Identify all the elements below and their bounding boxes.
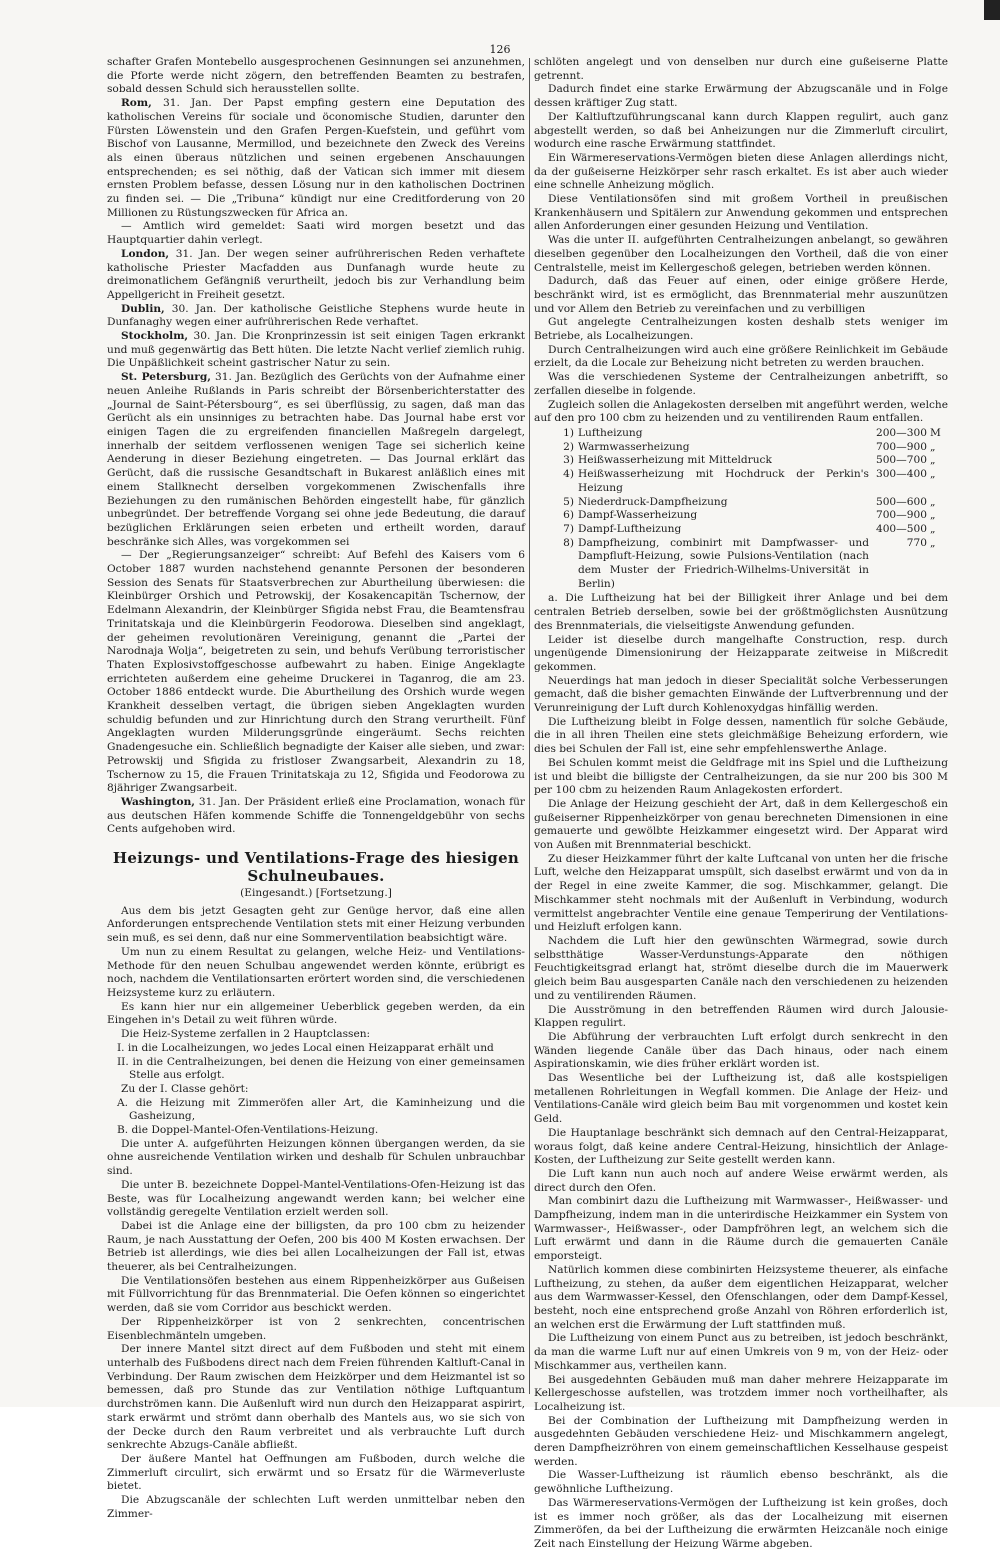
- paragraph-text: Die unter A. aufgeführten Heizungen können übergangen werden, da sie ohne ausreichende Ventilation wirken und deshalb für Schulen unbrauchbar sind.: [107, 1137, 525, 1178]
- paragraph: [534, 716, 948, 757]
- page-number: 126: [489, 43, 511, 56]
- paragraph-text: Die Anlage der Heizung geschieht der Art, daß in dem Kellergeschoß ein gußeiserner Rippenheizkörper von genau berechneten Dimensionen in eine gemauerte und gewölbte Heizkammer eingesetzt wird. Der Apparat wird von Außen mit Brennmaterial beschickt.: [534, 797, 948, 852]
- paragraph-text: Der innere Mantel sitzt direct auf dem Fußboden und steht mit einem unterhalb des Fußbodens direct nach dem Freien führenden Kaltluft-Canal in Verbindung. Der Raum zwischen dem Heizkörper und dem Heizmantel ist so bemessen, daß pro Stunde das zur Ventilation nöthige Luftquantum durchströmen kann. Die Außenluft wird nun durch den Heizapparat aspirirt, stark erwärmt und strömt dann oberhalb des Mantels aus, wo sie sich von der Decke durch den Raum verbreitet und als verbrauchte Luft durch senkrechte Abzugs-Canäle abfließt.: [107, 1343, 525, 1452]
- paragraph-text: Es kann hier nur ein allgemeiner Ueberblick gegeben werden, da ein Eingehen in's Detail zu weit führen würde.: [107, 1000, 525, 1027]
- paragraph-text: Die Ausströmung in den betreffenden Räumen wird durch Jalousie-Klappen regulirt.: [534, 1003, 948, 1030]
- paragraph-text: Dadurch, daß das Feuer auf einen, oder einige größere Herde, beschränkt wird, ist es ermöglicht, das Brennmaterial mehr auszunützen und vor Allem den Betrieb zu vereinfachen und zu verbilligen: [534, 275, 948, 315]
- table-row: [534, 441, 948, 455]
- scan-corner-mark: [984, 0, 1000, 20]
- paragraph: [534, 798, 948, 853]
- paragraph-text: Der äußere Mantel hat Oeffnungen am Fußboden, durch welche die Zimmerluft circulirt, sich erwärmt und so Ersatz für die Wärmeverluste bietet.: [107, 1452, 525, 1493]
- paragraph: [107, 1453, 525, 1494]
- paragraph: [107, 796, 525, 837]
- paragraph-text: 31. Jan. Bezüglich des Gerüchts von der Aufnahme einer neuen Anleihe Rußlands in Paris schreibt der Börsenberichterstatter des „Journal de Saint-Pétersbourg“, es sei überflüssig, zu sagen, daß man das Gerücht als ein unsinniges zu betrachten habe. Das Journal habe erst vor einigen Tagen die zu ergreifenden financiellen Maßregeln dargelegt, innerhalb der seitdem verflossenen wenigen Tage sei sicherlich keine Aenderung in dieser Beziehung eingetreten. — Das Journal erklärt das Gerücht, daß die russische Gesandtschaft in Bukarest anläßlich eines mit einem Stallknecht derselben vorgekommenen Zwischenfalls ihre Beziehungen zu den rumänischen Behörden eingestellt habe, für gänzlich unbegründet. Der betreffende Vorgang sei ohne jede Bedeutung, die darauf bezüglichen Erklärungen seien erbeten und ertheilt worden, darauf beschränke sich Alles, was vorgekommen sei: [107, 371, 525, 548]
- row-number: 2): [563, 440, 574, 453]
- paragraph-text: — Amtlich wird gemeldet: Saati wird morgen besetzt und das Hauptquartier dahin verlegt.: [107, 220, 525, 247]
- paragraph-text: Um nun zu einem Resultat zu gelangen, welche Heiz- und Ventilations-Methode für den neuen Schulbau angewendet werden könnte, erübrigt es noch, nachdem die Ventilationsarten erörtert worden sind, die verschiedenen Heizsysteme kurz zu erläutern.: [107, 945, 525, 999]
- system-name: Dampf-Luftheizung: [578, 522, 682, 535]
- system-name: Dampfheizung, combinirt mit Dampfwasser- und Dampfluft-Heizung, sowie Pulsions-Ventilation (nach dem Muster der Friedrich-Wilhelms-Universität in Berlin): [578, 536, 869, 590]
- paragraph-text: Dabei ist die Anlage eine der billigsten, da pro 100 cbm zu heizender Raum, je nach Ausstattung der Oefen, 200 bis 400 M Kosten erwachsen. Der Betrieb ist allerdings, wie dies bei allen Localheizungen der Fall ist, etwas theuerer, als bei Centralheizungen.: [107, 1219, 525, 1274]
- system-name: Heißwasserheizung mit Mitteldruck: [578, 454, 772, 467]
- paragraph: [107, 303, 525, 330]
- paragraph-text: a. Die Luftheizung hat bei der Billigkeit ihrer Anlage und bei dem centralen Betrieb derselben, sowie bei der größtmöglichsten Ausnützung des Brennmaterials, die vielseitigste Anwendung gefunden.: [534, 592, 948, 632]
- cost-range: 500—700: [875, 454, 927, 467]
- cost-range: 700—900: [875, 509, 927, 522]
- paragraph: [534, 1168, 948, 1195]
- paragraph-text: Was die verschiedenen Systeme der Centralheizungen anbetrifft, so zerfallen dieselbe in folgende.: [534, 371, 948, 397]
- paragraph: [534, 83, 948, 110]
- cost-unit: „: [930, 522, 936, 535]
- system-name: Warmwasserheizung: [578, 440, 690, 453]
- paragraph: [107, 220, 525, 247]
- paragraph-text: Aus dem bis jetzt Gesagten geht zur Genüge hervor, daß eine allen Anforderungen entsprechende Ventilation stets mit einer Heizung verbunden sein muß, es sei denn, daß nur eine Sommerventilation beabsichtigt wäre.: [107, 904, 525, 945]
- paragraph-text: Die Luftheizung bleibt in Folge dessen, namentlich für solche Gebäude, die in all ihren Theilen eine stets gleichmäßige Beheizung erfordern, wie dies bei Schulen der Fall ist, eine sehr empfehlenswerthe Anlage.: [534, 715, 948, 756]
- paragraph: [534, 399, 948, 426]
- cost-unit: „: [930, 454, 936, 467]
- cost-range: 400—500: [875, 522, 927, 535]
- section-subheading: (Eingesandt.) [Fortsetzung.]: [240, 887, 392, 900]
- paragraph: [534, 1332, 948, 1373]
- paragraph: [107, 549, 525, 796]
- section-heading: Heizungs- und Ventilations-Frage des hiesigen Schulneubaues.: [112, 849, 520, 886]
- paragraph-text: Zugleich sollen die Anlagekosten derselben mit angeführt werden, welche auf den pro 100 cbm zu heizenden und zu ventilirenden Raum entfallen.: [534, 398, 948, 425]
- paragraph: [107, 97, 525, 220]
- paragraph: [107, 1056, 525, 1083]
- dateline: Stockholm,: [121, 330, 189, 343]
- paragraph: [107, 1001, 525, 1028]
- paragraph: [534, 1374, 948, 1415]
- paragraph-text: Leider ist dieselbe durch mangelhafte Construction, resp. durch ungenügende Dimensionirung der Heizapparate zeitweise in Mißcredit gekommen.: [534, 633, 948, 673]
- paragraph-text: Durch Centralheizungen wird auch eine größere Reinlichkeit im Gebäude erzielt, da die Locale zur Beheizung nicht betreten zu werden brauchen.: [534, 343, 948, 370]
- dateline: Washington,: [121, 795, 195, 808]
- paragraph: [107, 1028, 525, 1042]
- table-row: [534, 468, 948, 495]
- paragraph-text: Man combinirt dazu die Luftheizung mit Warmwasser-, Heißwasser- und Dampfheizung, indem man in die unterirdische Heizkammer ein System von Warmwasser-, Heißwasser-, oder Dampfröhren legt, an welchem sich die Luft erwärmt und dann in die Räume durch die gemauerten Canäle emporsteigt.: [534, 1195, 948, 1263]
- paragraph: [107, 1124, 525, 1138]
- paragraph: [534, 1072, 948, 1127]
- cost-unit: M: [930, 426, 941, 439]
- news-dispatches: [107, 56, 525, 837]
- paragraph-text: Dadurch findet eine starke Erwärmung der Abzugscanäle und in Folge dessen kräftiger Zug statt.: [534, 83, 948, 110]
- paragraph: [107, 1220, 525, 1275]
- paragraph: [534, 1469, 948, 1496]
- paragraph-text: Bei ausgedehnten Gebäuden muß man daher mehrere Heizapparate im Kellergeschosse aufstellen, was trotzdem immer noch vortheilhafter, als Localheizung ist.: [534, 1373, 948, 1413]
- paragraph-text: Gut angelegte Centralheizungen kosten deshalb stets weniger im Betriebe, als Localheizungen.: [534, 316, 948, 343]
- paragraph: [534, 234, 948, 275]
- paragraph-text: Natürlich kommen diese combinirten Heizsysteme theuerer, als einfache Luftheizung, zu stehen, da außer dem eigentlichen Heizapparat, welcher aus dem Warmwasser-Kessel, den Ofenschlangen, oder dem Dampf-Kessel, besteht, noch eine entsprechend große Anzahl von Röhren erforderlich ist, an welchen erst die Erwärmung der Luft stattfinden muß.: [534, 1263, 948, 1331]
- paragraph: [534, 1497, 948, 1552]
- paragraph-text: Die Abführung der verbrauchten Luft erfolgt durch senkrecht in den Wänden liegende Canäle über das Dach hinaus, oder nach einem Aspirationskamin, wie dies früher erklärt worden ist.: [534, 1030, 948, 1071]
- paragraph-text: Zu der I. Classe gehört:: [121, 1082, 249, 1095]
- paragraph: [534, 56, 948, 83]
- paragraph: [534, 344, 948, 371]
- paragraph: [534, 634, 948, 675]
- cost-range: 770: [906, 536, 927, 549]
- cost-unit: „: [930, 468, 936, 481]
- table-row: [534, 523, 948, 537]
- paragraph-text: Die Luftheizung von einem Punct aus zu betreiben, ist jedoch beschränkt, da man die warme Luft nur auf einen Umkreis von 9 m, von der Heiz- oder Mischkammer aus, vertheilen kann.: [534, 1332, 948, 1372]
- paragraph: [534, 675, 948, 716]
- paragraph-text: A. die Heizung mit Zimmeröfen aller Art, die Kaminheizung und die Gasheizung,: [117, 1096, 525, 1123]
- paragraph-text: Die Heiz-Systeme zerfallen in 2 Hauptclassen:: [121, 1028, 371, 1041]
- heating-cost-table: [534, 427, 948, 591]
- paragraph-text: Was die unter II. aufgeführten Centralheizungen anbelangt, so gewähren dieselben gegenüber den Localheizungen den Vortheil, daß die von einer Centralstelle, meist im Kellergeschoß gelegen, betrieben werden können.: [534, 234, 948, 274]
- paragraph: [107, 1343, 525, 1453]
- paragraph: [534, 1004, 948, 1031]
- paragraph: [534, 193, 948, 234]
- paragraph: [534, 1127, 948, 1168]
- row-number: 3): [563, 454, 574, 467]
- paragraph: [534, 1195, 948, 1264]
- paragraph: [534, 1264, 948, 1333]
- system-name: Niederdruck-Dampfheizung: [578, 495, 728, 508]
- paragraph-text: B. die Doppel-Mantel-Ofen-Ventilations-Heizung.: [117, 1124, 379, 1137]
- paragraph: [107, 1316, 525, 1343]
- cost-range: 200—300: [875, 426, 927, 439]
- paragraph: [107, 330, 525, 371]
- paragraph-text: Die Wasser-Luftheizung ist räumlich ebenso beschränkt, als die gewöhnliche Luftheizung.: [534, 1469, 948, 1496]
- paragraph: [107, 1097, 525, 1124]
- paragraph-text: Zu dieser Heizkammer führt der kalte Luftcanal von unten her die frische Luft, welche den Heizapparat umspült, sich daselbst erwärmt und von da in der Regel in eine zweite Kammer, die sog. Mischkammer, gelangt. Die Mischkammer steht nochmals mit der Außenluft in Verbindung, wodurch vermittelst angebrachter Ventile eine genaue Temperirung der Ventilations- und Heizluft erfolgen kann.: [534, 852, 948, 934]
- row-number: 5): [563, 495, 574, 508]
- row-number: 1): [563, 426, 574, 439]
- table-row: [534, 496, 948, 510]
- column-divider: [529, 58, 530, 1394]
- table-row: [534, 454, 948, 468]
- paragraph-text: Das Wärmereservations-Vermögen der Luftheizung ist kein großes, doch ist es immer noch größer, als das der Localheizung mit eisernen Zimmeröfen, da bei der Luftheizung die erwärmten Heizcanäle noch einige Zeit nach Einstellung der Heizung Wärme abgeben.: [534, 1496, 948, 1550]
- paragraph-text: schlöten angelegt und von denselben nur durch eine gußeiserne Platte getrennt.: [534, 56, 948, 82]
- dateline: London,: [121, 247, 170, 260]
- paragraph-text: Die Abzugscanäle der schlechten Luft werden unmittelbar neben den Zimmer-: [107, 1494, 525, 1520]
- paragraph: [534, 275, 948, 316]
- cost-range: 300—400: [875, 468, 927, 481]
- cost-unit: „: [930, 509, 936, 522]
- paragraph-text: Neuerdings hat man jedoch in dieser Specialität solche Verbesserungen gemacht, daß die bisher gemachten Einwände der Luftverbrennung und der Verunreinigung der Luft durch Kohlenoxydgas hinfällig werden.: [534, 674, 948, 715]
- paragraph-text: Bei Schulen kommt meist die Geldfrage mit ins Spiel und die Luftheizung ist und bleibt die billigste der Centralheizungen, da sie nur 200 bis 300 M per 100 cbm zu heizenden Raum Anlagekosten erfordert.: [534, 756, 948, 797]
- paragraph-text: Nachdem die Luft hier den gewünschten Wärmegrad, sowie durch selbstthätige Wasser-Verdunstungs-Apparate den nöthigen Feuchtigkeitsgrad erlangt hat, strömt dieselbe durch die im Mauerwerk gleich beim Bau ausgesparten Canäle nach den verschiedenen zu heizenden und zu ventilirenden Räumen.: [534, 935, 948, 1002]
- heating-article-part-2: [534, 56, 948, 426]
- table-row: [534, 509, 948, 523]
- paragraph: [107, 905, 525, 946]
- system-name: Heißwasserheizung mit Hochdruck der Perkin's Heizung: [578, 468, 869, 494]
- paragraph-text: Die Luft kann nun auch noch auf andere Weise erwärmt werden, als direct durch den Ofen.: [534, 1167, 948, 1194]
- paragraph-text: Die unter B. bezeichnete Doppel-Mantel-Ventilations-Ofen-Heizung ist das Beste, was für Localheizung angewandt werden kann; bei welcher eine vollständig geregelte Ventilation erzielt werden soll.: [107, 1178, 525, 1219]
- paragraph-text: Ein Wärmereservations-Vermögen bieten diese Anlagen allerdings nicht, da der gußeiserne Heizkörper sehr rasch erkaltet. Es ist aber auch wieder eine schnelle Anheizung möglich.: [534, 151, 948, 192]
- cost-range: 500—600: [875, 495, 927, 508]
- row-number: 7): [563, 522, 574, 535]
- paragraph: [107, 1042, 525, 1056]
- paragraph: [534, 111, 948, 152]
- row-number: 8): [563, 536, 574, 549]
- paragraph: [107, 371, 525, 549]
- paragraph: [534, 592, 948, 633]
- paragraph: [534, 1031, 948, 1072]
- paragraph-text: Der Kaltluftzuführungscanal kann durch Klappen regulirt, auch ganz abgestellt werden, so daß bei Anheizungen nur die Zimmerluft circulirt, wodurch eine rasche Erwärmung stattfindet.: [534, 110, 948, 151]
- heating-article-part-3: [534, 592, 948, 1551]
- paragraph: [107, 946, 525, 1001]
- system-name: Luftheizung: [578, 426, 643, 439]
- row-number: 4): [563, 468, 574, 481]
- paragraph: [107, 1275, 525, 1316]
- paragraph: [534, 152, 948, 193]
- paragraph-text: 30. Jan. Die Kronprinzessin ist seit einigen Tagen erkrankt und muß gegenwärtig das Bett hüten. Die letzte Nacht verlief ziemlich ruhig. Die Unpäßlichkeit scheint gastrischer Natur zu sein.: [107, 330, 525, 370]
- cost-unit: „: [930, 536, 936, 549]
- paragraph-text: Die Hauptanlage beschränkt sich demnach auf den Central-Heizapparat, woraus folgt, daß keine andere Central-Heizung, hinsichtlich der Anlage-Kosten, der Luftheizung zur Seite gestellt werden kann.: [534, 1126, 948, 1167]
- right-column: [534, 56, 948, 1550]
- paragraph-text: Bei der Combination der Luftheizung mit Dampfheizung werden in ausgedehnten Gebäuden verschiedene Heiz- und Mischkammern angelegt, deren Dampfheizröhren von einem gemeinschaftlichen Kesselhause gespeist werden.: [534, 1414, 948, 1468]
- paragraph: [107, 56, 525, 97]
- paragraph-text: Der Rippenheizkörper ist von 2 senkrechten, concentrischen Eisenblechmänteln umgeben.: [107, 1315, 525, 1342]
- left-column: [107, 56, 525, 1520]
- dateline: Rom,: [121, 97, 152, 110]
- cost-unit: „: [930, 440, 936, 453]
- paragraph: [107, 1179, 525, 1220]
- paragraph-text: II. in die Centralheizungen, bei denen die Heizung von einer gemeinsamen Stelle aus erfolgt.: [117, 1055, 525, 1082]
- paragraph-text: — Der „Regierungsanzeiger“ schreibt: Auf Befehl des Kaisers vom 6 October 1887 wurden nachstehend genannte Personen der besonderen Session des Senats für Staatsverbrechen zur Aburtheilung überwiesen: die Kleinbürger Orshich und Petrowskij, der Kosakencapitän Tschernow, der Edelmann Alexandrin, der Kleinbürger Sfigida nebst Frau, die Beamtensfrau Trinitatskaja und die Kleinbürgerin Feodorowa. Dieselben sind angeklagt, der geheimen revolutionären Vereinigung, genannt die „Partei der Narodnaja Wolja“, beigetreten zu sein, und behufs Verübung terroristischer Thaten Explosivstoffgeschosse aufbewahrt zu haben. Einige Angeklagte errichteten außerdem eine geheime Druckerei in Taganrog, die am 23. October 1886 entdeckt wurde. Die Aburtheilung des Orshich wurde wegen Krankheit desselben vertagt, die übrigen sieben Angeklagten wurden schuldig befunden und zur Hinrichtung durch den Strang verurtheilt. Fünf Angeklagten wurden Milderungsgründe eingeräumt. Sechs reichten Gnadengesuche ein. Schließlich begnadigte der Kaiser alle sieben, und zwar: Petrowskij und Sfigida zu fristloser Zwangsarbeit, Alexandrin zu 18, Tschernow zu 15, die Frauen Trinitatskaja zu 12, Sfigida und Feodorowa zu 8jähriger Zwangsarbeit.: [107, 549, 525, 795]
- paragraph-text: schafter Grafen Montebello ausgesprochenen Gesinnungen sei anzunehmen, die Pforte werde nicht zögern, den betreffenden Beamten zu bestrafen, sobald dessen Schuld sich herausstellen sollte.: [107, 56, 525, 96]
- paragraph-text: Diese Ventilationsöfen sind mit großem Vortheil in preußischen Krankenhäusern und Spitälern zur Anwendung gekommen und entsprechen allen Anforderungen einer gesunden Heizung und Ventilation.: [534, 193, 948, 233]
- paragraph-text: I. in die Localheizungen, wo jedes Local einen Heizapparat erhält und: [117, 1041, 494, 1054]
- table-row: [534, 537, 948, 592]
- dateline: Dublin,: [121, 302, 165, 315]
- paragraph: [107, 1494, 525, 1521]
- dateline: St. Petersburg,: [121, 371, 211, 384]
- paragraph: [107, 1138, 525, 1179]
- paragraph: [534, 371, 948, 398]
- paragraph: [534, 853, 948, 935]
- heating-article-part-1: [107, 905, 525, 1522]
- paragraph: [534, 757, 948, 798]
- paragraph: [534, 316, 948, 343]
- paragraph: [534, 935, 948, 1004]
- system-name: Dampf-Wasserheizung: [578, 509, 698, 522]
- row-number: 6): [563, 509, 574, 522]
- paragraph-text: Die Ventilationsöfen bestehen aus einem Rippenheizkörper aus Gußeisen mit Füllvorrichtung für das Brennmaterial. Die Oefen können so eingerichtet werden, daß sie vom Corridor aus beschickt werden.: [107, 1274, 525, 1315]
- paragraph: [534, 1415, 948, 1470]
- cost-range: 700—900: [875, 440, 927, 453]
- paragraph: [107, 248, 525, 303]
- paragraph-text: 30. Jan. Der katholische Geistliche Stephens wurde heute in Dunfanaghy wegen einer aufrührerischen Rede verhaftet.: [107, 302, 525, 329]
- paragraph-text: 31. Jan. Der Präsident erließ eine Proclamation, wonach für aus deutschen Häfen kommende Schiffe die Tonnengeldgebühr von sechs Cents aufgehoben wird.: [107, 795, 525, 836]
- table-row: [534, 427, 948, 441]
- paragraph-text: 31. Jan. Der wegen seiner aufrührerischen Reden verhaftete katholische Priester Macfadden aus Dunfanagh wurde heute zu dreimonatlichem Gefängniß verurtheilt, jedoch bis zur Verhandlung beim Appellgericht in Freiheit gesetzt.: [107, 247, 525, 301]
- paragraph-text: 31. Jan. Der Papst empfing gestern eine Deputation des katholischen Vereins für sociale und öconomische Studien, darunter den Fürsten Löwenstein und den Grafen Pergen-Kuefstein, und geführt vom Bischof von Lausanne, Mermillod, und bezeichnete den Zweck des Vereins als einen überaus nützlichen und seinen ergebenen Anschauungen entsprechenden; es sei nöthig, daß der Vatican sich immer mit diesem ernsten Problem befasse, dessen Lösung nur in den katholischen Doctrinen zu finden sei. — Die „Tribuna“ kündigt nur eine Creditforderung von 20 Millionen zu Rüstungszwecken für Africa an.: [107, 97, 525, 219]
- cost-unit: „: [930, 495, 936, 508]
- paragraph-text: Das Wesentliche bei der Luftheizung ist, daß alle kostspieligen metallenen Rohrleitungen in Wegfall kommen. Die Anlage der Heiz- und Ventilations-Canäle wird gleich beim Bau mit vorgenommen und kostet kein Geld.: [534, 1072, 948, 1126]
- paragraph: [107, 1083, 525, 1097]
